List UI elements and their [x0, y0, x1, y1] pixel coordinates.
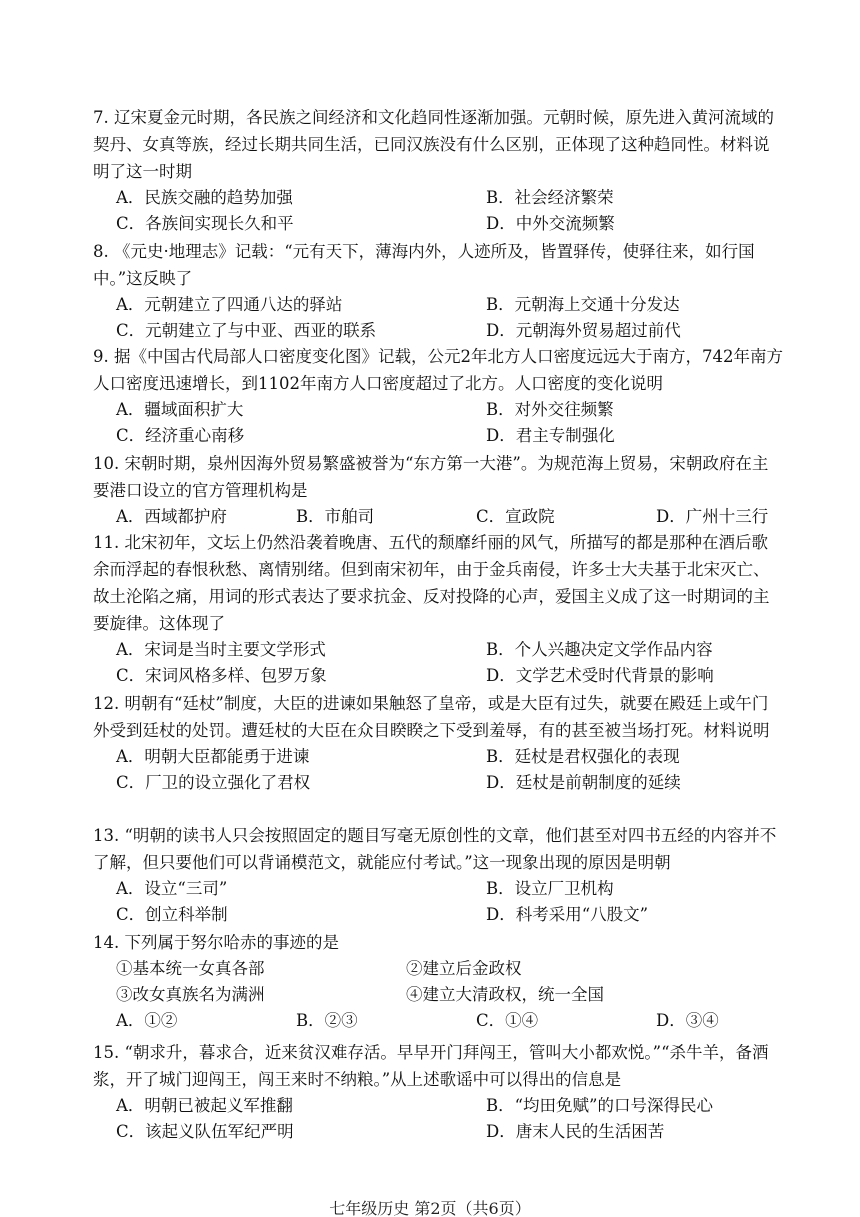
option-c: C．厂卫的设立强化了君权 [116, 773, 311, 792]
option-c: C．宣政院 [476, 507, 555, 526]
question-stem: “明朝的读书人只会按照固定的题目写毫无原创性的文章，他们甚至对四书五经的内容并不了解，但只要他们可以背诵模范文，就能应付考试。”这一现象出现的原因是明朝 [93, 826, 777, 872]
item-4: ④建立大清政权，统一全国 [406, 985, 604, 1004]
question-number: 12. [93, 694, 120, 713]
option-a: A．元朝建立了四通八达的驿站 [116, 295, 343, 314]
option-d: D．文学艺术受时代背景的影响 [486, 666, 714, 685]
question-8 [93, 238, 783, 344]
options [93, 292, 783, 344]
option-b: B．设立厂卫机构 [486, 879, 614, 898]
option-a: A．设立“三司” [116, 879, 228, 898]
options [93, 1093, 783, 1145]
option-d: D．廷杖是前朝制度的延续 [486, 773, 681, 792]
question-number: 10. [93, 454, 120, 473]
option-b: B．廷杖是君权强化的表现 [486, 747, 680, 766]
option-c: C．宋词风格多样、包罗万象 [116, 666, 327, 685]
option-c: C．①④ [476, 1011, 539, 1030]
question-stem: 据《中国古代局部人口密度变化图》记载，公元2年北方人口密度远远大于南方，742年南方人口密度迅速增长，到1102年南方人口密度超过了北方。人口密度的变化说明 [93, 347, 783, 393]
option-a: A．明朝已被起义军推翻 [116, 1096, 293, 1115]
option-b: B．“均田免赋”的口号深得民心 [486, 1096, 713, 1115]
options [93, 185, 783, 237]
options [93, 1008, 783, 1034]
question-14 [93, 929, 783, 1034]
option-d: D．③④ [656, 1011, 719, 1030]
option-c: C．该起义队伍军纪严明 [116, 1122, 294, 1141]
question-number: 15. [93, 1043, 120, 1062]
option-b: B．对外交往频繁 [486, 400, 614, 419]
question-stem: 辽宋夏金元时期，各民族之间经济和文化趋同性逐渐加强。元朝时候，原先进入黄河流域的契丹、女真等族，经过长期共同生活，已同汉族没有什么区别，正体现了这种趋同性。材料说明了这一时期 [93, 108, 774, 181]
option-a: A．疆域面积扩大 [116, 400, 244, 419]
question-stem: “朝求升，暮求合，近来贫汉难存活。早早开门拜闯王，管叫大小都欢悦。”“杀牛羊，备酒浆，开了城门迎闯王，闯王来时不纳粮。”从上述歌谣中可以得出的信息是 [93, 1043, 769, 1089]
question-7 [93, 104, 783, 237]
option-d: D．元朝海外贸易超过前代 [486, 321, 681, 340]
question-number: 8. [93, 242, 109, 261]
option-c: C．元朝建立了与中亚、西亚的联系 [116, 321, 377, 340]
question-stem: 《元史·地理志》记载：“元有天下，薄海内外，人迹所及，皆置驿传，使驿往来，如行国中。”这反映了 [93, 242, 755, 288]
question-stem: 北宋初年，文坛上仍然沿袭着晚唐、五代的颓靡纤丽的风气，所描写的都是那种在酒后歌余而浮起的春恨秋愁、离情别绪。但到南宋初年，由于金兵南侵，许多士大夫基于北宋灭亡、故土沦陷之痛，用词的形式表达了要求抗金、反对投降的心声，爱国主义成了这一时期词的主要旋律。这体现了 [93, 533, 770, 633]
option-b: B．元朝海上交通十分发达 [486, 295, 680, 314]
option-a: A．民族交融的趋势加强 [116, 188, 293, 207]
option-c: C．各族间实现长久和平 [116, 214, 294, 233]
item-3: ③改女真族名为满洲 [116, 985, 265, 1004]
option-d: D．科考采用“八股文” [486, 905, 649, 924]
question-stem: 明朝有“廷杖”制度，大臣的进谏如果触怒了皇帝，或是大臣有过失，就要在殿廷上或午门外受到廷杖的处罚。遭廷杖的大臣在众目睽睽之下受到羞辱，有的甚至被当场打死。材料说明 [93, 694, 770, 740]
option-c: C．经济重心南移 [116, 426, 245, 445]
option-d: D．君主专制强化 [486, 426, 615, 445]
question-number: 7. [93, 108, 109, 127]
numbered-items [93, 956, 783, 1008]
options [93, 637, 783, 689]
option-a: A．西域都护府 [116, 507, 227, 526]
option-c: C．创立科举制 [116, 905, 228, 924]
question-13 [93, 822, 783, 928]
options [93, 744, 783, 796]
question-12 [93, 690, 783, 796]
item-1: ①基本统一女真各部 [116, 959, 265, 978]
question-number: 14. [93, 933, 120, 952]
item-2: ②建立后金政权 [406, 959, 522, 978]
option-d: D．唐末人民的生活困苦 [486, 1122, 665, 1141]
option-d: D．广州十三行 [656, 507, 769, 526]
options [93, 504, 783, 530]
question-number: 9. [93, 347, 109, 366]
question-9 [93, 343, 783, 449]
question-stem: 下列属于努尔哈赤的事迹的是 [124, 933, 339, 952]
question-11 [93, 529, 783, 689]
options [93, 876, 783, 928]
question-number: 13. [93, 826, 120, 845]
option-b: B．个人兴趣决定文学作品内容 [486, 640, 713, 659]
option-a: A．明朝大臣都能勇于进谏 [116, 747, 310, 766]
question-10 [93, 450, 783, 530]
page-footer: 七年级历史 第2页（共6页） [329, 1199, 531, 1217]
option-b: B．社会经济繁荣 [486, 188, 614, 207]
option-a: A．①② [116, 1011, 178, 1030]
option-b: B．市舶司 [296, 507, 375, 526]
question-stem: 宋朝时期，泉州因海外贸易繁盛被誉为“东方第一大港”。为规范海上贸易，宋朝政府在主要港口设立的官方管理机构是 [93, 454, 769, 500]
option-a: A．宋词是当时主要文学形式 [116, 640, 326, 659]
option-b: B．②③ [296, 1011, 358, 1030]
question-15 [93, 1039, 783, 1145]
question-number: 11. [93, 533, 120, 552]
options [93, 397, 783, 449]
option-d: D．中外交流频繁 [486, 214, 615, 233]
